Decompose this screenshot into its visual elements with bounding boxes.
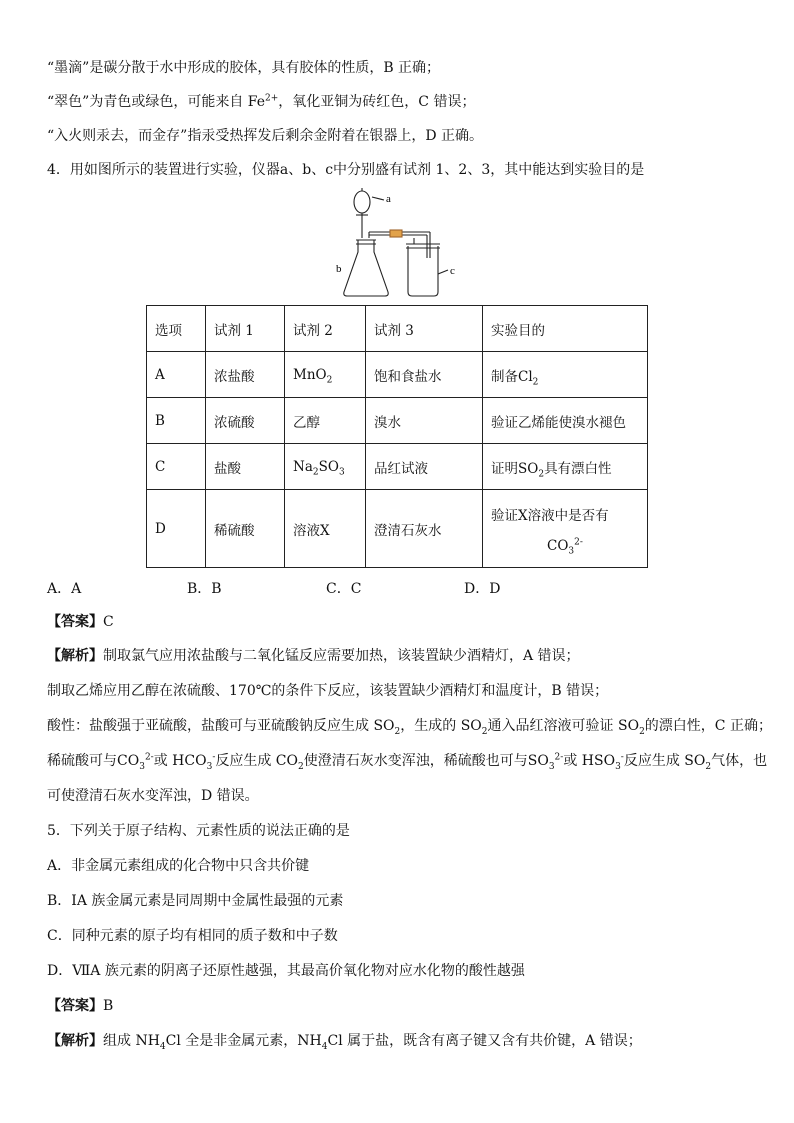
table-cell: 验证乙烯能使溴水褪色 — [483, 398, 648, 444]
table-cell: 稀硫酸 — [206, 490, 285, 568]
question-4-options — [47, 578, 607, 598]
text-line: “墨滴”是碳分散于水中形成的胶体，具有胶体的性质，B 正确； — [47, 60, 441, 76]
table-row — [147, 444, 648, 490]
table-cell: $Na_2SO_3$ — [285, 444, 366, 490]
question-4-answer: 【答案】C — [47, 614, 114, 630]
table-cell: 乙醇 — [285, 398, 366, 444]
table-cell: 浓硫酸 — [206, 398, 285, 444]
question-5-option-c[interactable]: C．同种元素的原子均有相同的质子数和中子数 — [47, 928, 338, 944]
table-cell: 验证X溶液中是否有 $CO_3^{2-}$ — [483, 490, 648, 568]
text-line: “入火则汞去，而金存”指汞受热挥发后剩余金附着在银器上，D 正确。 — [47, 128, 483, 144]
question-5-analysis: 【解析】组成 $NH_4Cl$ 全是非金属元素，$NH_4Cl$ 属于盐，既含有离子键又含有共价键，A 错误； — [47, 1033, 642, 1052]
question-5-option-d[interactable]: D．ⅦA 族元素的阴离子还原性越强，其最高价氧化物对应水化物的酸性越强 — [47, 963, 525, 979]
label-b: b — [336, 263, 342, 275]
analysis-line: 稀硫酸可与$CO_3^{2-}$或 $HCO_3^-$反应生成 $CO_2$使澄清石灰水变浑浊，稀硫酸也可与$SO_3^{2-}$或 $HSO_3^-$反应生成 $SO_2$气体，也 — [47, 752, 768, 772]
label-a: a — [386, 193, 391, 205]
table-cell: 溶液X — [285, 490, 366, 568]
reagent-table — [146, 305, 648, 568]
text-line: “翠色”为青色或绿色，可能来自 $Fe^{2+}$，氧化亚铜为砖红色，C 错误； — [47, 93, 476, 110]
question-5-stem: 5．下列关于原子结构、元素性质的说法正确的是 — [47, 823, 350, 839]
table-cell: 浓盐酸 — [206, 352, 285, 398]
table-cell: A — [147, 352, 206, 398]
table-cell: C — [147, 444, 206, 490]
option-a[interactable]: A．A — [47, 581, 82, 597]
table-row — [147, 490, 648, 568]
question-4-analysis: 【解析】制取氯气应用浓盐酸与二氧化锰反应需要加热，该装置缺少酒精灯，A 错误； — [47, 648, 580, 664]
table-cell: D — [147, 490, 206, 568]
question-4-stem: 4．用如图所示的装置进行实验，仪器a、b、c中分别盛有试剂 1、2、3，其中能达到实验目的是 — [47, 162, 645, 178]
label-c: c — [450, 265, 455, 277]
question-5-option-a[interactable]: A．非金属元素组成的化合物中只含共价键 — [47, 858, 310, 874]
table-cell: MnO$_2$ — [285, 352, 366, 398]
table-cell: 饱和食盐水 — [366, 352, 483, 398]
option-b[interactable]: B．B — [187, 581, 222, 597]
analysis-line: 制取乙烯应用乙醇在浓硫酸、170℃的条件下反应，该装置缺少酒精灯和温度计，B 错误； — [47, 683, 609, 699]
table-row — [147, 352, 648, 398]
table-header-cell: 试剂 1 — [206, 306, 285, 352]
option-c[interactable]: C．C — [326, 581, 362, 597]
table-header-cell: 试剂 2 — [285, 306, 366, 352]
table-header-cell: 选项 — [147, 306, 206, 352]
table-header-row — [147, 306, 648, 352]
table-cell: 制备$Cl_2$ — [483, 352, 648, 398]
table-row — [147, 398, 648, 444]
table-cell: B — [147, 398, 206, 444]
analysis-line: 酸性：盐酸强于亚硫酸，盐酸可与亚硫酸钠反应生成 $SO_2$，生成的 $SO_2$通入品红溶液可验证 $SO_2$的漂白性，C 正确； — [47, 718, 772, 737]
question-5-answer: 【答案】B — [47, 998, 114, 1014]
table-header-cell: 试剂 3 — [366, 306, 483, 352]
table-cell: 溴水 — [366, 398, 483, 444]
option-d[interactable]: D．D — [464, 581, 501, 597]
table-cell: 品红试液 — [366, 444, 483, 490]
table-cell: 盐酸 — [206, 444, 285, 490]
apparatus-figure — [334, 188, 460, 304]
analysis-line: 可使澄清石灰水变浑浊，D 错误。 — [47, 788, 259, 804]
question-5-option-b[interactable]: B．ⅠA 族金属元素是同周期中金属性最强的元素 — [47, 893, 344, 909]
table-cell: 澄清石灰水 — [366, 490, 483, 568]
table-header-cell: 实验目的 — [483, 306, 648, 352]
table-cell: 证明$SO_2$具有漂白性 — [483, 444, 648, 490]
